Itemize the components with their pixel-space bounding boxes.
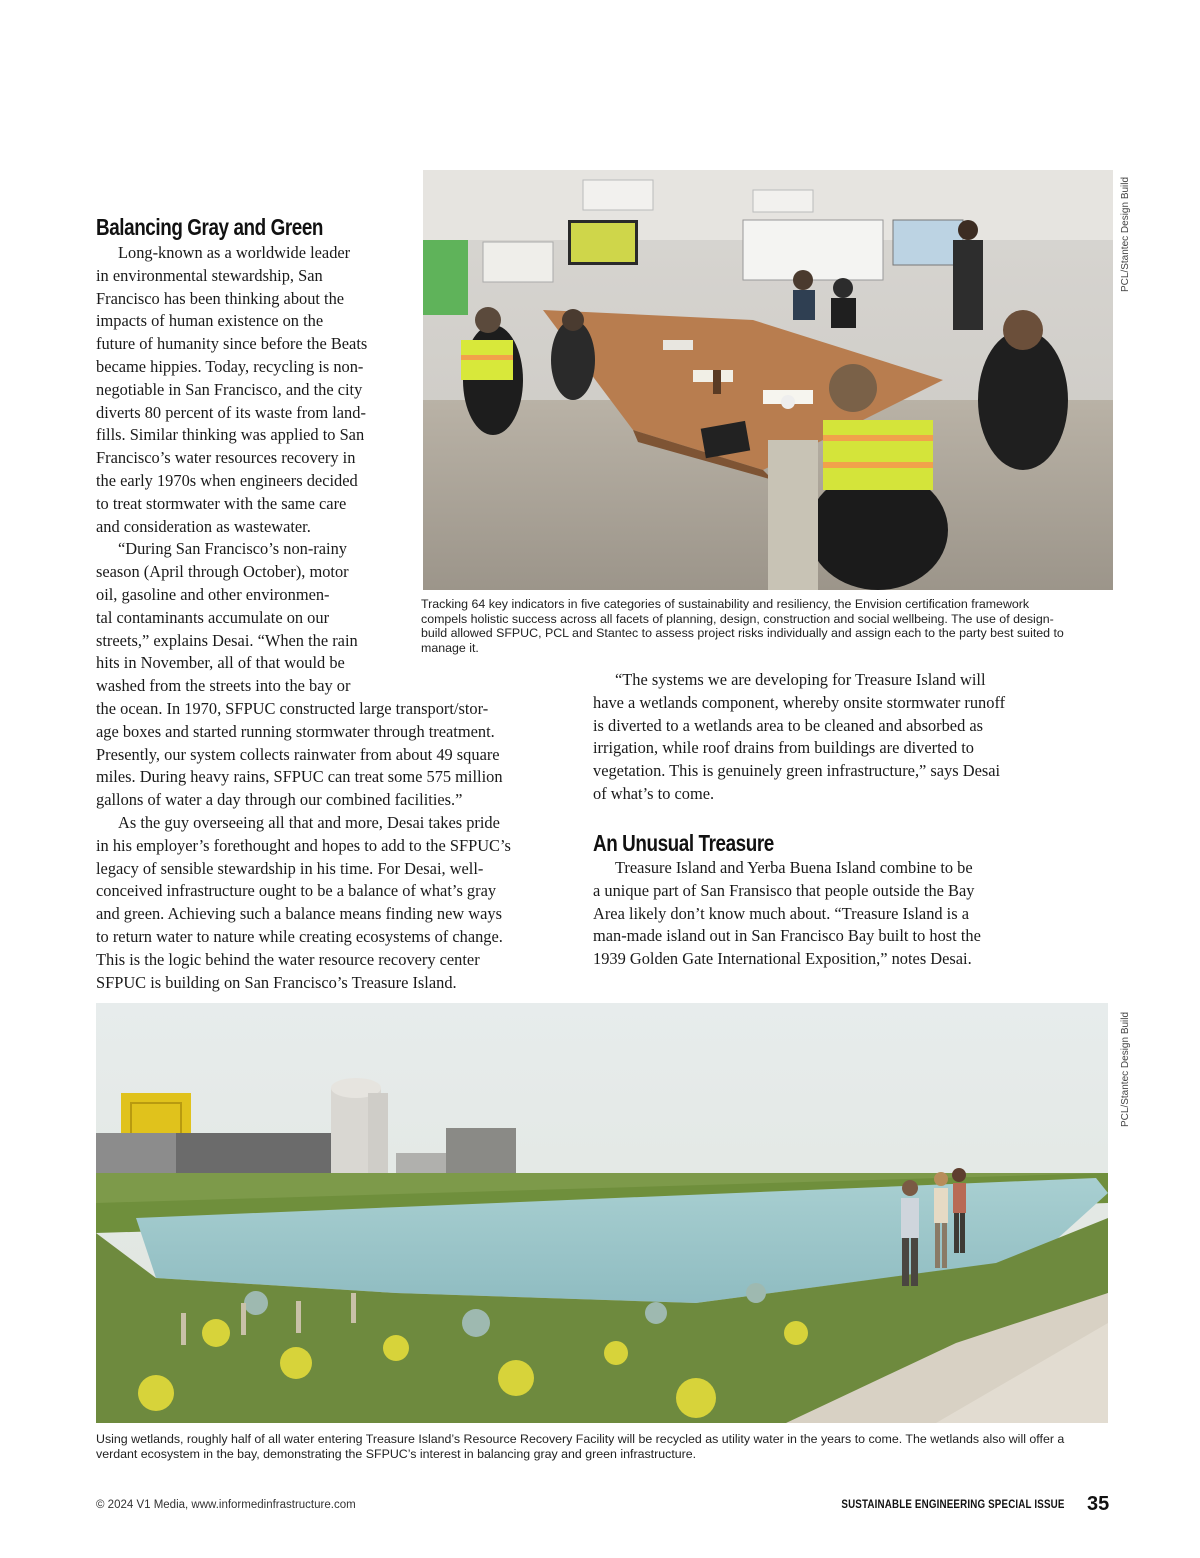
- article-body-right: [593, 669, 1113, 806]
- body-line: have a wetlands component, whereby onsite stormwater runoff: [593, 692, 1006, 712]
- body-line: conceived infrastructure ought to be a balance of what’s gray: [96, 881, 497, 901]
- body-line: gallons of water a day through our combined facilities.”: [96, 790, 463, 810]
- body-line: became hippies. Today, recycling is non-: [96, 356, 364, 376]
- body-line: This is the logic behind the water resource recovery center: [96, 949, 480, 969]
- body-line: the ocean. In 1970, SFPUC constructed large transport/stor-: [96, 698, 489, 718]
- body-line: is diverted to a wetlands area to be cleaned and absorbed as: [593, 715, 984, 735]
- body-line: Francisco has been thinking about the: [96, 288, 345, 308]
- body-line: miles. During heavy rains, SFPUC can treat some 575 million: [96, 767, 503, 787]
- body-line: of what’s to come.: [593, 783, 715, 803]
- body-line: negotiable in San Francisco, and the city: [96, 379, 363, 399]
- body-line: “During San Francisco’s non-rainy: [118, 539, 347, 559]
- body-line: Long-known as a worldwide leader: [118, 243, 351, 262]
- body-line: in his employer’s forethought and hopes to add to the SFPUC’s: [96, 835, 511, 855]
- body-line: and consideration as wastewater.: [96, 516, 311, 536]
- wetlands-rendering: [96, 1003, 1108, 1423]
- body-line: irrigation, while roof drains from buildings are diverted to: [593, 738, 974, 758]
- body-line: As the guy overseeing all that and more, Desai takes pride: [118, 812, 500, 832]
- body-line: streets,” explains Desai. “When the rain: [96, 630, 358, 650]
- body-line: the early 1970s when engineers decided: [96, 470, 358, 490]
- photo-caption: [96, 1432, 1111, 1461]
- body-line: fills. Similar thinking was applied to San: [96, 425, 365, 445]
- body-line: 1939 Golden Gate International Exposition,” notes Desai.: [593, 949, 972, 969]
- footer-issue-title: SUSTAINABLE ENGINEERING SPECIAL ISSUE: [841, 1499, 1065, 1511]
- body-line: age boxes and started running stormwater through treatment.: [96, 721, 495, 741]
- caption-line: compels holistic success across all facets of planning, design, construction and social wellbeing. The use of design-: [421, 611, 1054, 626]
- body-line: hits in November, all of that would be: [96, 653, 345, 673]
- body-line: vegetation. This is genuinely green infrastructure,” says Desai: [593, 761, 1001, 781]
- article-body-section2: [593, 857, 1113, 971]
- body-line: and green. Achieving such a balance means finding new ways: [96, 904, 502, 924]
- footer-copyright: © 2024 V1 Media, www.informedinfrastructure.com: [96, 1499, 356, 1511]
- body-line: SFPUC is building on San Francisco’s Treasure Island.: [96, 972, 457, 992]
- body-line: diverts 80 percent of its waste from land-: [96, 402, 366, 422]
- page-number: 35: [1087, 1493, 1110, 1515]
- body-line: Presently, our system collects rainwater from about 49 square: [96, 744, 500, 764]
- caption-line: Using wetlands, roughly half of all water entering Treasure Island’s Resource Recovery Facility will be recycled as utility water in the years to come. The wetlands also will offer a: [96, 1432, 1065, 1446]
- section-heading: An Unusual Treasure: [593, 830, 774, 856]
- body-line: legacy of sensible stewardship in his time. For Desai, well-: [96, 858, 484, 878]
- section-heading: Balancing Gray and Green: [96, 214, 324, 240]
- caption-line: verdant ecosystem in the bay, demonstrating the SFPUC’s interest in balancing gray and green infrastructure.: [96, 1446, 697, 1461]
- body-line: man-made island out in San Francisco Bay built to host the: [593, 926, 981, 946]
- body-line: season (April through October), motor: [96, 562, 349, 582]
- body-line: a unique part of San Fransisco that people outside the Bay: [593, 880, 975, 900]
- caption-line: manage it.: [421, 640, 479, 655]
- wetlands-rendering-illustration: [96, 1003, 1108, 1423]
- article-body-left: [96, 242, 576, 994]
- photo-credit: PCL/Stantec Design Build: [1120, 1011, 1131, 1127]
- body-line: tal contaminants accumulate on our: [96, 607, 330, 627]
- body-line: future of humanity since before the Beats: [96, 334, 368, 354]
- body-line: “The systems we are developing for Treasure Island will: [615, 670, 986, 689]
- body-line: washed from the streets into the bay or: [96, 676, 351, 696]
- body-line: Francisco’s water resources recovery in: [96, 448, 356, 468]
- body-line: in environmental stewardship, San: [96, 265, 323, 285]
- body-line: impacts of human existence on the: [96, 311, 324, 331]
- body-line: to treat stormwater with the same care: [96, 493, 347, 513]
- body-line: oil, gasoline and other environmen-: [96, 584, 330, 604]
- body-line: to return water to nature while creating ecosystems of change.: [96, 926, 503, 946]
- body-line: Area likely don’t know much about. “Treasure Island is a: [593, 903, 969, 923]
- photo-credit: PCL/Stantec Design Build: [1120, 176, 1131, 292]
- caption-line: Tracking 64 key indicators in five categories of sustainability and resiliency, the Envision certification framework: [421, 597, 1030, 611]
- caption-line: build allowed SFPUC, PCL and Stantec to assess project risks individually and assign each to the party best suited to: [421, 626, 1064, 641]
- body-line: Treasure Island and Yerba Buena Island combine to be: [615, 858, 973, 877]
